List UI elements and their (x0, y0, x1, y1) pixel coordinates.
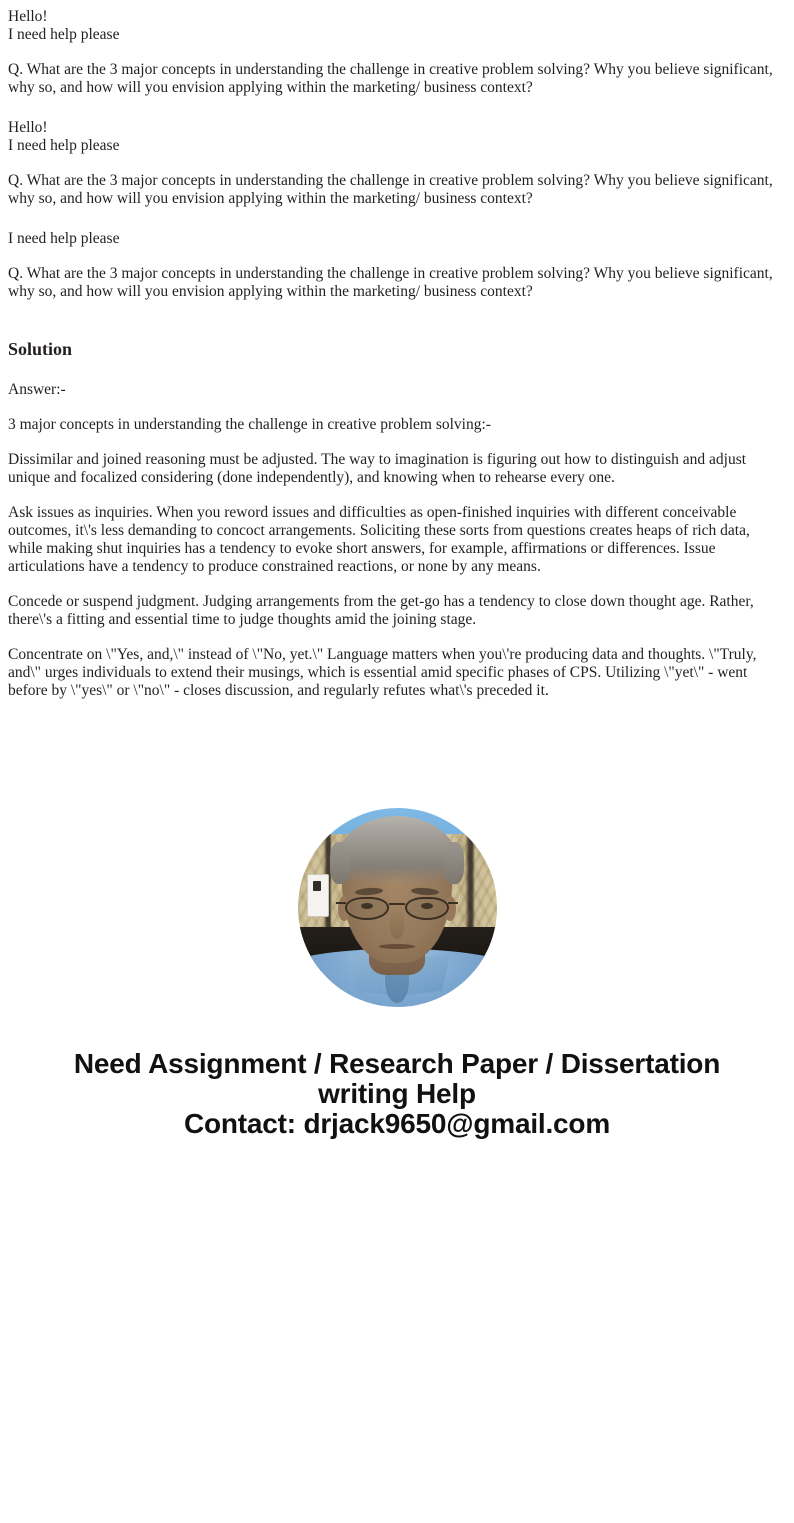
question-text-3: Q. What are the 3 major concepts in understanding the challenge in creative problem solving? Why you believe significant, why so, and how will you envision applying within the marketing/ business context? (8, 265, 773, 300)
footer-contact-email: Contact: drjack9650@gmail.com (183, 1108, 611, 1139)
footer-line-1: Need Assignment / Research Paper / Dissertation (73, 1048, 721, 1079)
question-block-3 (8, 230, 786, 301)
help-request-3: I need help please (8, 230, 120, 247)
photo-wall-switch (307, 874, 329, 918)
photo-nose (390, 911, 404, 939)
photo-glasses-temple-right (448, 902, 458, 904)
photo-lens-left (345, 897, 388, 921)
avatar-container (8, 808, 786, 1007)
question-block-1 (8, 8, 786, 97)
help-request-2: I need help please (8, 137, 120, 154)
solution-heading: Solution (8, 339, 73, 359)
answer-label: Answer:- (8, 381, 66, 398)
solution-body (8, 381, 786, 700)
block-spacer-1 (8, 103, 786, 119)
solution-paragraph-3: Concede or suspend judgment. Judging arrangements from the get-go has a tendency to close down thought age. Rather, there\'s a fitting and essential time to judge thoughts amid the joining stage. (8, 593, 754, 628)
greeting-1: Hello! (8, 8, 48, 25)
footer-promo (8, 1049, 786, 1139)
greeting-2: Hello! (8, 119, 48, 136)
solution-paragraph-4: Concentrate on \"Yes, and,\" instead of \"No, yet.\" Language matters when you\'re producing data and thoughts. \"Truly, and\" urges individuals to extend their musings, which is essential amid specific phases of CPS. Utilizing \"yet\" - went before by \"yes\" or \"no\" - closes discussion, and regularly refutes what\'s preceded it. (8, 646, 757, 699)
solution-paragraph-2: Ask issues as inquiries. When you reword issues and difficulties as open-finished inquiries with different conceivable outcomes, it\'s less demanding to concoct arrangements. Soliciting these sorts from questions creates heaps of rich data, while making shut inquiries has a tendency to evoke short answers, for example, affirmations or differences. Issue articulations have a tendency to produce constrained reactions, or none by any means. (8, 504, 750, 575)
question-text-2: Q. What are the 3 major concepts in understanding the challenge in creative problem solving? Why you believe significant, why so, and how will you envision applying within the marketing/ business context? (8, 172, 773, 207)
block-spacer-2 (8, 214, 786, 230)
question-block-2 (8, 119, 786, 208)
avatar (298, 808, 497, 1007)
help-request-1: I need help please (8, 26, 120, 43)
solution-paragraph-1: Dissimilar and joined reasoning must be adjusted. The way to imagination is figuring out how to distinguish and adjust unique and focalized considering (done independently), and knowing when to rehearse every one. (8, 451, 747, 486)
footer-line-2: writing Help (318, 1078, 476, 1109)
question-text-1: Q. What are the 3 major concepts in understanding the challenge in creative problem solving? Why you believe significant, why so, and how will you envision applying within the marketing/ business context? (8, 61, 773, 96)
photo-glasses-bridge (389, 903, 406, 905)
photo-lens-right (405, 897, 448, 921)
solution-intro: 3 major concepts in understanding the challenge in creative problem solving:- (8, 416, 491, 433)
photo-glasses-temple-left (336, 902, 346, 904)
